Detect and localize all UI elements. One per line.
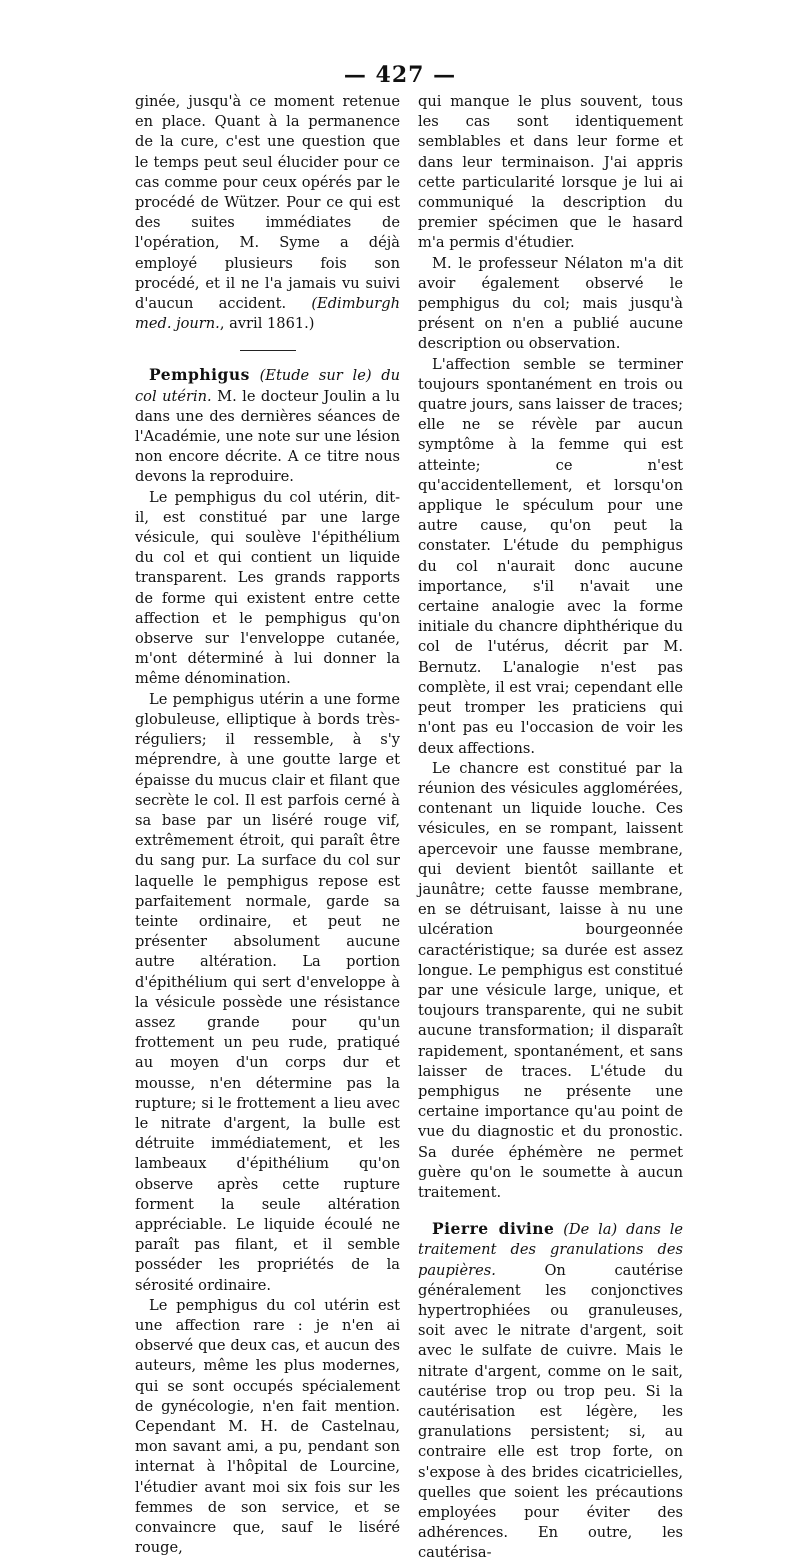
right-column: [418, 92, 683, 1564]
paragraph: Le pemphigus du col utérin est une affection rare : je n'en ai observé que deux cas, et aucun des auteurs, même les plus modernes, qui se sont occupés spécialement de gynécologie, n'en fait mention. Cependant M. H. de Castelnau, mon savant ami, a pu, pendant son internat à l'hôpital de Lourcine, l'étudier avant moi six fois sur les femmes de son service, et se convaincre que, sauf le liséré rouge,: [135, 1296, 400, 1557]
paragraph: Le chancre est constitué par la réunion des vésicules agglomérées, contenant un liquide louche. Ces vésicules, en se rompant, laissent apercevoir une fausse membrane, qui devient bientôt saillante et jaunâtre; cette fausse membrane, en se détruisant, laisse à nu une ulcération bourgeonnée caractéristique; sa durée est assez longue. Le pemphigus est constitué par une vésicule large, unique, et toujours transparente, qui ne subit aucune transformation; il disparaît rapidement, spontanément, et sans laisser de traces. L'étude du pemphigus ne présente une certaine importance qu'au point de vue du diagnostic et du pronostic. Sa durée éphémère ne permet guère qu'on le soumette à aucun traitement.: [418, 759, 683, 1201]
article-subtitle: (De la) dans le traitement des granulations des paupières.: [418, 1221, 683, 1279]
paragraph-text: ginée, jusqu'à ce moment retenue en place. Quant à la permanence de la cure, c'est une question que le temps peut seul élucider pour ce cas comme pour ceux opérés par le procédé de Wützer. Pour ce qui est des suites immédiates de l'opération, M. Syme a déjà employé plusieurs fois son procédé, et il ne l'a jamais vu suivi d'aucun accident.: [135, 93, 400, 313]
article-headword: Pierre divine: [432, 1219, 555, 1239]
paragraph: Le pemphigus utérin a une forme globuleuse, elliptique à bords très-réguliers; il ressemble, à s'y méprendre, à une goutte large et épaisse du mucus clair et filant que secrète le col. Il est parfois cerné à sa base par un liséré rouge vif, extrêmement étroit, qui paraît être du sang pur. La surface du col sur laquelle le pemphigus repose est parfaitement normale, garde sa teinte ordinaire, et peut ne présenter absolument aucune autre altération. La portion d'épithélium qui sert d'enveloppe à la vésicule possède une résistance assez grande pour qu'un frottement un peu rude, pratiqué au moyen d'un corps dur et mousse, n'en détermine pas la rupture; si le frottement a lieu avec le nitrate d'argent, la bulle est détruite immédiatement, et les lambeaux d'épithélium qu'on observe après cette rupture forment la seule altération appréciable. Le liquide écoulé ne paraît pas filant, et il semble posséder les propriétés de la sérosité ordinaire.: [135, 690, 400, 1294]
paragraph-continuation: qui manque le plus souvent, tous les cas sont identiquement semblables et dans leur forme et dans leur terminaison. J'ai appris cette particularité lorsque je lui ai communiqué la description du premier spécimen que le hasard m'a permis d'étudier.: [418, 93, 683, 252]
paragraph-text: On cautérise généralement les conjonctives hypertrophiées ou granuleuses, soit avec le nitrate d'argent, soit avec le sulfate de cuivre. Mais le nitrate d'argent, comme on le sait, cautérise trop ou trop peu. Si la cautérisation est légère, les granulations persistent; si, au contraire elle est trop forte, on s'expose à des brides cicatricielles, quelles que soient les précautions employées pour éviter des adhérences. En outre, les cautérisa-: [418, 1261, 683, 1562]
citation-date: , avril 1861.): [219, 315, 315, 333]
article-pierre-divine: [418, 1219, 683, 1563]
section-divider: [240, 350, 296, 351]
paragraph-text: M. le docteur Joulin a lu dans une des dernières séances de l'Académie, une note sur une lésion non encore décrite. A ce titre nous devons la reproduire.: [135, 387, 400, 486]
article-headword: Pemphigus: [149, 365, 250, 385]
article-pemphigus-intro: [135, 365, 400, 487]
paragraph: L'affection semble se terminer toujours spontanément en trois ou quatre jours, sans laisser de traces; elle ne se révèle par aucun symptôme à la femme qui est atteinte; ce n'est qu'accidentellement, et lorsqu'on applique le spéculum pour une autre cause, qu'on peut la constater. L'étude du pemphigus du col n'aurait donc aucune importance, s'il n'avait une certaine analogie avec la forme initiale du chancre diphthérique du col de l'utérus, décrit par M. Bernutz. L'analogie n'est pas complète, il est vrai; cependant elle peut tromper les praticiens qui n'ont pas eu l'occasion de voir les deux affections.: [418, 355, 683, 757]
paragraph: Le pemphigus du col utérin, dit-il, est constitué par une large vésicule, qui soulève l'épithélium du col et qui contient un liquide transparent. Les grands rapports de forme qui existent entre cette affection et le pemphigus qu'on observe sur l'enveloppe cutanée, m'ont déterminé à lui donner la même dénomination.: [135, 488, 400, 688]
paragraph-continuation: [135, 92, 400, 334]
article-subtitle: (Etude sur le) du col utérin.: [135, 367, 401, 405]
citation-journal: (Edimburgh med. journ.: [135, 295, 400, 333]
left-column: [135, 92, 400, 1558]
paragraph: M. le professeur Nélaton m'a dit avoir également observé le pemphigus du col; mais jusqu'à présent on n'en a publié aucune description ou observation.: [418, 254, 683, 353]
page-number: — 427 —: [343, 62, 457, 88]
